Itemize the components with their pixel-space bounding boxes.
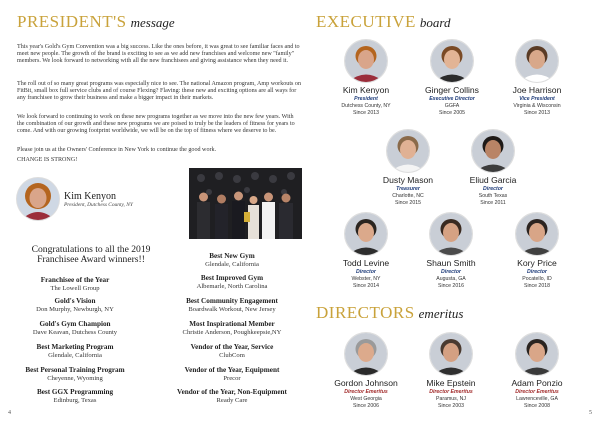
portrait-image [472,130,514,172]
member-since: Since 2011 [480,200,506,206]
member-since: Since 2015 [395,200,421,206]
member-since: Since 2006 [353,403,379,409]
congrats-line-2: Franchisee Award winners!! [37,253,145,265]
member-role: Director [527,269,547,275]
member-loc: Augusta, GA [436,276,466,282]
member-loc: West Georgia [350,396,382,402]
award-winner: The Lowell Group [50,285,100,292]
member-loc: Dutchess County, NY [341,103,391,109]
portrait-image [430,213,472,255]
emeritus-member [318,333,414,415]
award-winner: Precor [223,375,241,382]
member-name: Shaun Smith [426,258,476,268]
executive-board-heading [316,12,450,32]
award-winner: Glendale, California [205,261,259,268]
board-member [318,213,414,295]
member-loc: Virginia & Wisconsin [513,103,561,109]
right-page [300,0,600,424]
award-winner: Edinburg, Texas [53,397,97,404]
member-loc: Paramus, NJ [436,396,466,402]
congratulations-heading [16,245,166,264]
member-name: Eliud Garcia [469,175,517,185]
member-since: Since 2013 [353,110,379,116]
member-loc: Pocatello, ID [522,276,552,282]
award-title: Gold's Vision [54,297,96,305]
award-title: Vendor of the Year, Non-Equipment [177,388,287,396]
portrait-avatar [516,333,558,375]
portrait-image [516,333,558,375]
portrait-image [431,40,473,82]
portrait-avatar [430,333,472,375]
member-name: Todd Levine [342,258,390,268]
member-name: Adam Ponzio [511,378,563,388]
member-role: Director [356,269,376,275]
president-message-heading [17,12,175,32]
member-name: Kory Price [517,258,557,268]
signer-avatar [17,178,59,220]
member-role: Director Emeritus [344,389,388,395]
award-group-photo [189,168,302,239]
member-role: Director [441,269,461,275]
award-winner: ClubCom [219,352,245,359]
portrait-image [516,213,558,255]
portrait-avatar [345,40,387,82]
member-role: Treasurer [396,186,420,192]
portrait-image [516,40,558,82]
member-name: Joe Harrison [512,85,562,95]
member-name: Ginger Collins [425,85,479,95]
member-loc: Lawrenceville, GA [516,396,558,402]
member-since: Since 2013 [524,110,550,116]
group-photo-image [189,168,302,239]
member-loc: Charlotte, NC [392,193,424,199]
award-title: Best GGX Programming [36,388,114,396]
heading-italic: board [419,15,451,30]
award-winner: Boardwalk Workout, New Jersey [188,306,276,313]
member-since: Since 2003 [438,403,464,409]
award-winner: Ready Care [216,397,248,404]
award-title: Vendor of the Year, Equipment [184,366,280,374]
message-paragraph-4: Please join us at the Owners' Conference in New York to continue the good work. [17,147,217,153]
heading-caps: EXECUTIVE [316,12,416,31]
portrait-avatar [387,130,429,172]
portrait-avatar [472,130,514,172]
message-paragraph-1: This year's Gold's Gym Convention was a big success. Like the ones before, it was great to see familiar faces and to meet new people. The growth of the brand is exciting to see as we add new franchises and welcome new "family" members. We look forward to networking with all the new franchisees and giving assistance when they need it. [17,44,300,65]
board-member [404,40,500,122]
award-title: Most Inspirational Member [189,320,275,328]
emeritus-member [403,333,499,415]
portrait-avatar [431,40,473,82]
award-winner: Christie Anderson, Poughkeepsie,NY [182,329,282,336]
portrait-image [345,333,387,375]
member-role: Vice President [519,96,555,102]
member-role: Executive Director [429,96,475,102]
award-winner: Albemarle, North Carolina [196,283,268,290]
member-loc: Webster, NY [351,276,381,282]
member-loc: GGFA [444,103,460,109]
member-name: Kim Kenyon [342,85,390,95]
award-winner: Cheyenne, Wyoming [47,375,103,382]
emeritus-member [489,333,585,415]
directors-emeritus-heading [316,303,463,323]
page-number-right: 5 [589,410,592,416]
portrait-image [345,40,387,82]
award-title: Best Marketing Program [36,343,114,351]
board-member [489,40,585,122]
heading-italic: message [130,15,175,30]
congrats-line-1: Congratulations to all the 2019 [31,244,151,255]
award-title: Gold's Gym Champion [39,320,111,328]
member-role: Director Emeritus [429,389,473,395]
award-title: Best Personal Training Program [25,366,125,374]
portrait-avatar [516,40,558,82]
signer-title: President, Dutchess County, NY [64,202,133,208]
member-since: Since 2005 [439,110,465,116]
portrait-image [345,213,387,255]
award-title: Best Community Engagement [186,297,278,305]
heading-caps: PRESIDENT'S [17,12,127,31]
award-winner: Dave Keavan, Dutchess County [32,329,118,336]
portrait-avatar [516,213,558,255]
board-member [403,213,499,295]
heading-italic: emeritus [418,306,464,321]
award-winner: Glendale, California [48,352,102,359]
portrait-image [430,333,472,375]
board-member [445,130,541,212]
heading-caps: DIRECTORS [316,303,415,322]
member-role: Director [483,186,503,192]
page-number-left: 4 [8,410,11,416]
award-title: Vendor of the Year, Service [190,343,274,351]
member-role: Director Emeritus [515,389,559,395]
message-paragraph-5: CHANGE IS STRONG! [17,157,78,163]
signer-portrait [17,178,59,220]
member-name: Gordon Johnson [334,378,398,388]
member-name: Dusty Mason [382,175,434,185]
member-since: Since 2016 [438,283,464,289]
member-name: Mike Epstein [426,378,476,388]
portrait-avatar [345,213,387,255]
award-winner: Don Murphy, Newburgh, NY [36,306,114,313]
member-since: Since 2008 [524,403,550,409]
award-title: Best Improved Gym [200,274,264,282]
member-loc: South Texas [478,193,508,199]
portrait-avatar [345,333,387,375]
portrait-avatar [430,213,472,255]
portrait-image [387,130,429,172]
award-title: Franchisee of the Year [40,276,110,284]
member-since: Since 2014 [353,283,379,289]
member-since: Since 2018 [524,283,550,289]
board-member [489,213,585,295]
member-role: President [354,96,378,102]
award-title: Best New Gym [209,252,255,260]
message-paragraph-2: The roll out of so many great programs was especially nice to see. The national Amazon program, Amp workouts on FitBit, small box full service clubs and of course Flexing? Flaving: these new and exciting options are all ways for any franchisee to grow their business and make a bigger impact in their markets. [17,81,302,102]
board-member [360,130,456,212]
message-paragraph-3: We look forward to continuing to work on these new programs together as we move into the new few years. With the combination of our growth and these new programs we are poised to truly be the leaders of fitness for years to come. And with our growing footprint worldwide, we will be on the top of fitness where we deserve to be. [17,114,295,135]
board-member [318,40,414,122]
signer-name: Kim Kenyon [64,191,116,202]
